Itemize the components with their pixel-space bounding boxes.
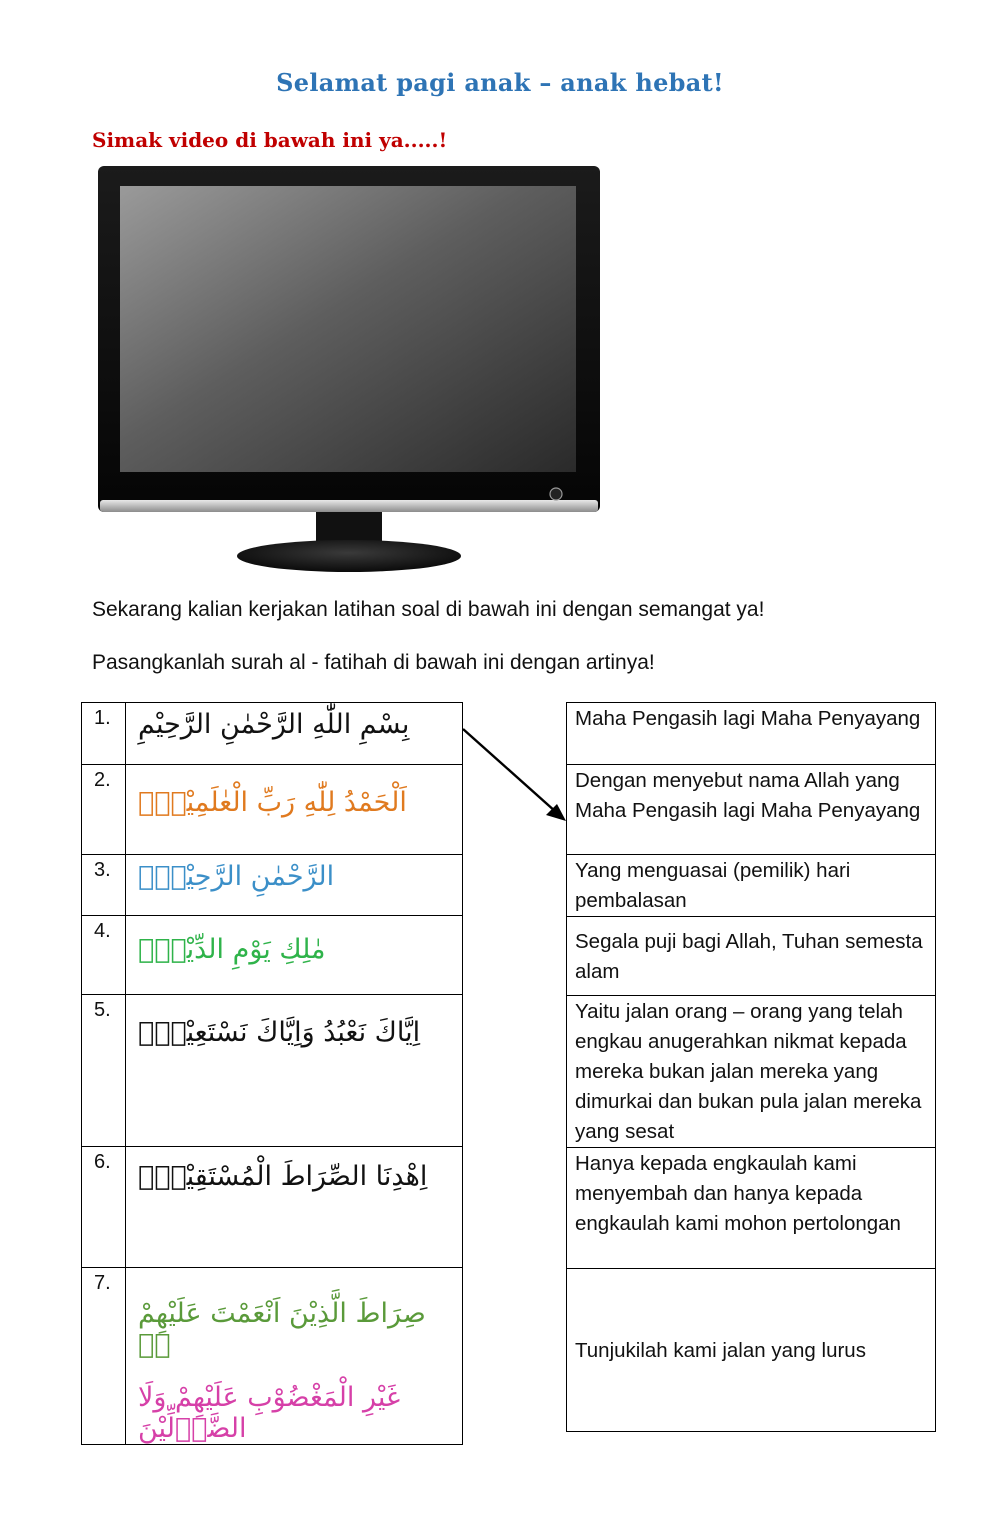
instruction-text-2: Pasangkanlah surah al - fatihah di bawah ini dengan artinya! — [92, 651, 655, 674]
verse-number: 6. — [82, 1147, 126, 1268]
table-row — [567, 765, 936, 855]
arabic-text: اَلْحَمْدُ لِلّٰهِ رَبِّ الْعٰلَمِيْنَۙ — [138, 787, 407, 818]
video-monitor-image[interactable] — [96, 164, 602, 574]
arabic-text: بِسْمِ اللّٰهِ الرَّحْمٰنِ الرَّحِيْمِ — [138, 709, 410, 740]
verse-arabic-1[interactable] — [126, 703, 463, 765]
meaning-option-7[interactable]: Tunjukilah kami jalan yang lurus — [567, 1269, 936, 1432]
table-row — [567, 855, 936, 917]
table-row — [567, 917, 936, 996]
verse-arabic-5[interactable] — [126, 995, 463, 1147]
verse-arabic-4[interactable] — [126, 916, 463, 995]
verses-table — [81, 702, 463, 1445]
table-row — [82, 995, 463, 1147]
verse-number: 5. — [82, 995, 126, 1147]
table-row — [567, 1269, 936, 1432]
verse-number: 4. — [82, 916, 126, 995]
table-row — [567, 996, 936, 1148]
table-row — [82, 1268, 463, 1445]
meaning-option-5[interactable]: Yaitu jalan orang – orang yang telah engkau anugerahkan nikmat kepada mereka bukan jalan mereka yang dimurkai dan bukan pula jalan mereka yang sesat — [567, 996, 936, 1148]
page-title: Selamat pagi anak – anak hebat! — [276, 68, 724, 97]
table-row — [567, 1148, 936, 1269]
arabic-text: مٰلِكِ يَوْمِ الدِّيْنِۗ — [138, 934, 326, 965]
table-row — [567, 703, 936, 765]
verse-arabic-3[interactable] — [126, 855, 463, 916]
verse-number: 7. — [82, 1268, 126, 1445]
meaning-option-6[interactable]: Hanya kepada engkaulah kami menyembah dan hanya kepada engkaulah kami mohon pertolongan — [567, 1148, 936, 1269]
table-row — [82, 855, 463, 916]
verse-number: 2. — [82, 765, 126, 855]
arabic-text: اِيَّاكَ نَعْبُدُ وَاِيَّاكَ نَسْتَعِيْنُۗ — [138, 1017, 421, 1048]
verse-number: 3. — [82, 855, 126, 916]
verse-arabic-2[interactable] — [126, 765, 463, 855]
verse-arabic-6[interactable] — [126, 1147, 463, 1268]
table-row — [82, 916, 463, 995]
meaning-option-2[interactable]: Dengan menyebut nama Allah yang Maha Pengasih lagi Maha Penyayang — [567, 765, 936, 855]
table-row — [82, 765, 463, 855]
matching-arrow — [460, 726, 570, 826]
arabic-text-continued: غَيْرِ الْمَغْضُوْبِ عَلَيْهِمْ وَلَا الضَّاۤلِّيْنَ — [138, 1382, 401, 1444]
verse-arabic-7[interactable] — [126, 1268, 463, 1445]
meanings-table — [566, 702, 936, 1432]
arabic-text: صِرَاطَ الَّذِيْنَ اَنْعَمْتَ عَلَيْهِمْ ەۙ — [138, 1298, 426, 1360]
table-row — [82, 1147, 463, 1268]
instruction-text-1: Sekarang kalian kerjakan latihan soal di bawah ini dengan semangat ya! — [92, 598, 765, 621]
meaning-option-1[interactable]: Maha Pengasih lagi Maha Penyayang — [567, 703, 936, 765]
arabic-text: اِهْدِنَا الصِّرَاطَ الْمُسْتَقِيْمَۙ — [138, 1161, 428, 1192]
meaning-option-3[interactable]: Yang menguasai (pemilik) hari pembalasan — [567, 855, 936, 917]
arabic-text: الرَّحْمٰنِ الرَّحِيْمِۙ — [138, 861, 335, 892]
table-row — [82, 703, 463, 765]
page-subtitle: Simak video di bawah ini ya.....! — [92, 128, 448, 152]
verse-number: 1. — [82, 703, 126, 765]
meaning-option-4[interactable]: Segala puji bagi Allah, Tuhan semesta alam — [567, 917, 936, 996]
